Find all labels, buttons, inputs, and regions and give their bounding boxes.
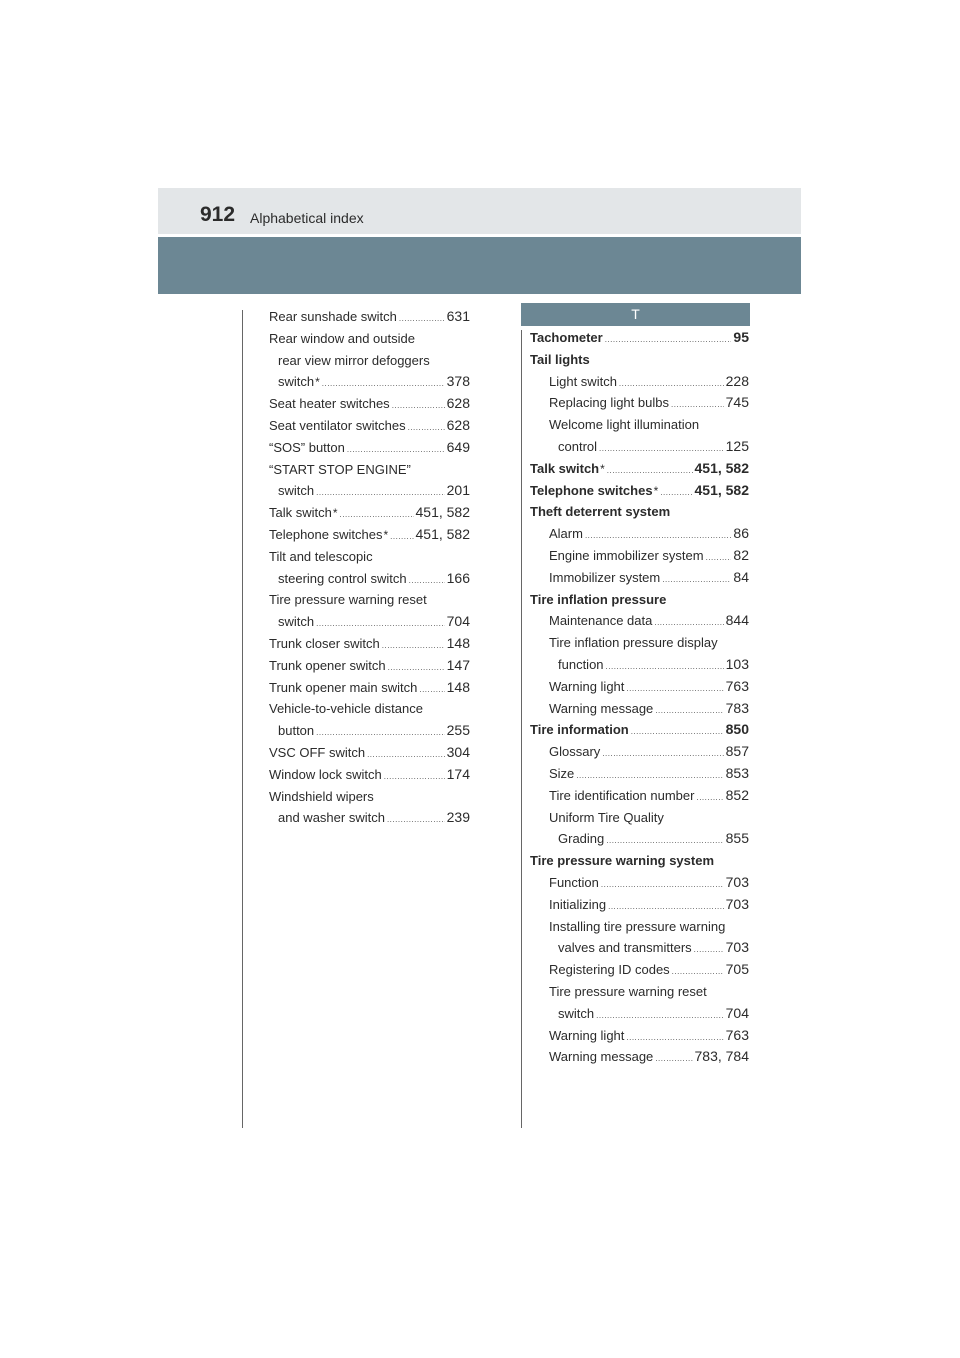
entry-term: Warning light [549, 1027, 625, 1043]
entry-term: Size [549, 765, 575, 781]
page-reference: 745 [725, 394, 749, 411]
index-entry [269, 655, 470, 677]
index-entry [269, 524, 470, 546]
page-reference: 84 [733, 568, 749, 585]
dot-leader [316, 482, 445, 504]
entry-term: Tire pressure warning system [530, 853, 715, 869]
entry-term: Warning light [549, 678, 625, 694]
page-reference: 783, 784 [694, 1048, 749, 1065]
column-divider-rule [521, 330, 522, 1128]
page-reference: 649 [446, 438, 470, 455]
entry-term: Replacing light bulbs [549, 395, 669, 411]
index-entry [530, 327, 749, 349]
index-entry [269, 415, 470, 437]
index-entry [530, 392, 749, 414]
page-reference: 451, 582 [415, 504, 470, 521]
dot-leader [316, 722, 444, 744]
entry-term: Uniform Tire Quality [549, 809, 664, 825]
dot-leader [388, 657, 445, 679]
entry-term: Grading [558, 831, 605, 847]
page-reference: 763 [725, 677, 749, 694]
page-reference: 148 [446, 678, 470, 695]
entry-term: button [278, 723, 315, 739]
page-reference: 857 [725, 743, 749, 760]
entry-term: Tire pressure warning reset [549, 983, 707, 999]
dot-leader [596, 1005, 724, 1027]
entry-term: Tire identification number [549, 787, 695, 803]
asterisk-icon: * [315, 375, 320, 390]
index-entry [269, 589, 470, 611]
page-reference: 147 [446, 656, 470, 673]
index-entry [530, 828, 749, 850]
header-band [158, 237, 801, 294]
entry-term: Tire information [530, 722, 629, 738]
index-entry [269, 698, 470, 720]
dot-leader [619, 373, 724, 395]
index-entry [530, 850, 749, 872]
entry-term: Warning message [549, 1049, 654, 1065]
dot-leader [655, 1048, 692, 1070]
dot-leader [706, 547, 732, 569]
index-entry [269, 611, 470, 633]
entry-term: Glossary [549, 744, 601, 760]
index-entry [269, 502, 470, 524]
index-entry [530, 741, 749, 763]
page-reference: 82 [733, 546, 749, 563]
entry-term: Theft deterrent system [530, 504, 671, 520]
index-entry [269, 742, 470, 764]
entry-term: Telephone switches [530, 482, 653, 498]
index-entry [269, 786, 470, 808]
section-letter-header: T [521, 303, 750, 326]
dot-leader [662, 569, 731, 591]
entry-term: Trunk opener main switch [269, 679, 418, 695]
dot-leader [672, 961, 724, 983]
index-column-right [530, 327, 749, 1068]
index-entry [269, 350, 470, 372]
page-reference: 631 [446, 308, 470, 324]
index-entry [530, 916, 749, 938]
entry-term: Light switch [549, 373, 617, 389]
page-reference: 103 [725, 655, 749, 672]
dot-leader [654, 612, 723, 634]
dot-leader [419, 679, 444, 701]
page-title: Alphabetical index [250, 210, 364, 226]
page-reference: 451, 582 [694, 459, 749, 476]
index-entry [269, 720, 470, 742]
dot-leader [322, 373, 445, 395]
entry-term: steering control switch [278, 570, 407, 586]
index-entry [530, 937, 749, 959]
index-entry [269, 393, 470, 415]
index-entry [269, 568, 470, 590]
entry-term: Talk switch [269, 505, 332, 521]
page-reference: 86 [733, 525, 749, 542]
index-entry [269, 459, 470, 481]
entry-term: Windshield wipers [269, 788, 374, 804]
index-entry [530, 632, 749, 654]
page-number: 912 [200, 203, 236, 226]
dot-leader [626, 678, 723, 700]
dot-leader [382, 635, 445, 657]
dot-leader [694, 939, 724, 961]
dot-leader [367, 744, 445, 766]
dot-leader [605, 329, 732, 351]
index-entry [530, 501, 749, 523]
entry-term: Talk switch [530, 460, 600, 476]
entry-term: Rear sunshade switch [269, 309, 397, 324]
dot-leader [576, 765, 723, 787]
entry-term: Tail lights [530, 351, 590, 367]
entry-term: Warning message [549, 700, 654, 716]
dot-leader [606, 656, 724, 678]
dot-leader [631, 721, 724, 743]
asterisk-icon: * [600, 461, 605, 476]
entry-term: rear view mirror defoggers [278, 352, 430, 368]
entry-term: control [558, 438, 598, 454]
entry-term: switch [278, 374, 315, 390]
dot-leader [660, 482, 692, 504]
dot-leader [608, 896, 724, 918]
index-entry [530, 523, 749, 545]
entry-term: Tachometer [530, 330, 603, 345]
entry-term: and washer switch [278, 810, 385, 826]
page-reference: 844 [725, 612, 749, 629]
index-entry [269, 437, 470, 459]
index-entry [530, 676, 749, 698]
entry-term: “SOS” button [269, 439, 345, 455]
entry-term: Trunk closer switch [269, 635, 380, 651]
page-reference: 628 [446, 416, 470, 433]
page-reference: 451, 582 [415, 525, 470, 542]
entry-term: Alarm [549, 526, 583, 542]
page-reference: 174 [446, 765, 470, 782]
entry-term: Function [549, 874, 599, 890]
entry-term: Engine immobilizer system [549, 547, 704, 563]
dot-leader [409, 570, 445, 592]
page-reference: 95 [733, 329, 749, 345]
index-entry [530, 1025, 749, 1047]
dot-leader [599, 438, 724, 460]
asterisk-icon: * [332, 506, 338, 521]
page-reference: 783 [725, 699, 749, 716]
index-entry [530, 349, 749, 371]
entry-term: Trunk opener switch [269, 657, 386, 673]
dot-leader [602, 743, 723, 765]
index-entry [530, 436, 749, 458]
dot-leader [408, 417, 445, 439]
dot-leader [340, 504, 414, 526]
entry-term: switch [278, 614, 315, 630]
dot-leader [606, 830, 723, 852]
dot-leader [399, 308, 445, 330]
entry-term: “START STOP ENGINE” [269, 461, 411, 477]
page-reference: 628 [446, 395, 470, 412]
page-reference: 703 [725, 895, 749, 912]
index-entry [530, 1046, 749, 1068]
dot-leader [347, 439, 445, 461]
dot-leader [387, 809, 445, 831]
dot-leader [390, 526, 413, 548]
entry-term: Vehicle-to-vehicle distance [269, 701, 423, 717]
dot-leader [601, 874, 724, 896]
index-entry [269, 764, 470, 786]
entry-term: Registering ID codes [549, 962, 670, 978]
index-entry [530, 785, 749, 807]
entry-term: Tire inflation pressure [530, 591, 667, 607]
index-entry [530, 894, 749, 916]
page-reference: 451, 582 [694, 481, 749, 498]
page-reference: 852 [725, 786, 749, 803]
dot-leader [585, 525, 731, 547]
dot-leader [626, 1027, 723, 1049]
index-entry [530, 567, 749, 589]
index-entry [530, 480, 749, 502]
page-reference: 703 [725, 939, 749, 956]
page-reference: 855 [725, 830, 749, 847]
entry-term: Maintenance data [549, 613, 653, 629]
index-entry [530, 458, 749, 480]
index-entry [530, 589, 749, 611]
index-entry [530, 371, 749, 393]
entry-term: Immobilizer system [549, 569, 661, 585]
index-entry [269, 677, 470, 699]
entry-term: Initializing [549, 896, 607, 912]
entry-term: Rear window and outside [269, 330, 415, 346]
dot-leader [392, 395, 445, 417]
dot-leader [316, 613, 445, 635]
dot-leader [384, 766, 445, 788]
index-entry [530, 719, 749, 741]
index-entry [530, 698, 749, 720]
index-entry [530, 414, 749, 436]
index-entry [530, 545, 749, 567]
index-entry [269, 480, 470, 502]
index-entry [269, 328, 470, 350]
entry-term: Window lock switch [269, 766, 382, 782]
index-entry [269, 371, 470, 393]
index-entry [530, 807, 749, 829]
entry-term: Telephone switches [269, 526, 383, 542]
entry-term: Tire inflation pressure display [549, 635, 718, 651]
page-reference: 705 [725, 961, 749, 978]
entry-term: function [558, 656, 604, 672]
entry-term: Seat ventilator switches [269, 417, 406, 433]
entry-term: Seat heater switches [269, 396, 390, 412]
index-entry [530, 981, 749, 1003]
page-reference: 850 [725, 721, 749, 738]
index-entry [269, 633, 470, 655]
page-reference: 703 [725, 873, 749, 890]
page-reference: 239 [446, 809, 470, 826]
entry-term: Tire pressure warning reset [269, 592, 427, 608]
index-entry [530, 610, 749, 632]
page-reference: 255 [446, 722, 470, 739]
index-entry [530, 654, 749, 676]
entry-term: VSC OFF switch [269, 744, 366, 760]
entry-term: Installing tire pressure warning [549, 918, 726, 934]
entry-term: valves and transmitters [558, 940, 692, 956]
dot-leader [655, 700, 723, 722]
dot-leader [607, 460, 693, 482]
index-entry [269, 306, 470, 328]
entry-term: Welcome light illumination [549, 417, 700, 433]
page-reference: 201 [446, 482, 470, 499]
index-entry [269, 807, 470, 829]
page-reference: 853 [725, 764, 749, 781]
page-reference: 148 [446, 634, 470, 651]
page-reference: 763 [725, 1026, 749, 1043]
page-reference: 704 [446, 613, 470, 630]
index-entry [269, 546, 470, 568]
page-reference: 378 [446, 373, 470, 390]
entry-term: switch [278, 483, 315, 499]
index-column-left [269, 306, 470, 829]
page-reference: 228 [725, 372, 749, 389]
left-margin-rule [242, 310, 243, 1128]
page-reference: 166 [446, 569, 470, 586]
dot-leader [696, 787, 723, 809]
dot-leader [671, 394, 724, 416]
index-entry [530, 872, 749, 894]
index-entry [530, 959, 749, 981]
page-reference: 704 [725, 1004, 749, 1021]
entry-term: Tilt and telescopic [269, 548, 373, 564]
index-entry [530, 1003, 749, 1025]
entry-term: switch [558, 1005, 595, 1021]
page-reference: 125 [725, 437, 749, 454]
index-entry [530, 763, 749, 785]
asterisk-icon: * [383, 527, 389, 542]
page-reference: 304 [446, 743, 470, 760]
asterisk-icon: * [653, 483, 659, 498]
